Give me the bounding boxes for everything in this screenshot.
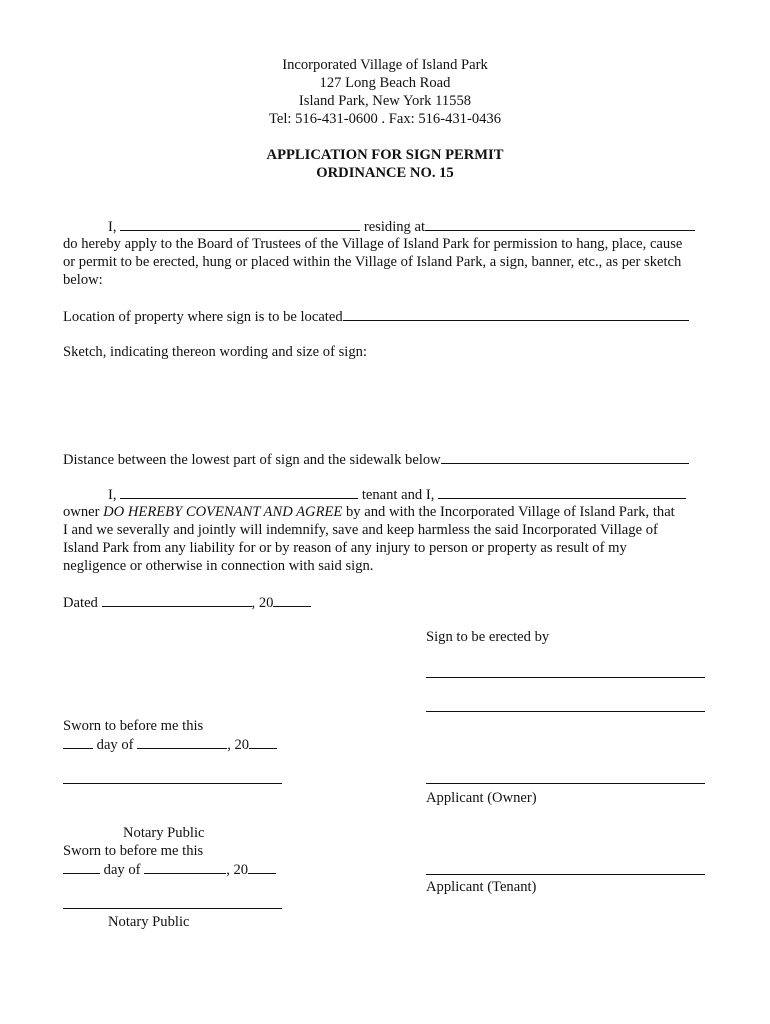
application-text-line-3: or permit to be erected, hung or placed within the Village of Island Park, a sign, banner, etc., as per sketch xyxy=(63,254,682,270)
distance-field[interactable] xyxy=(441,450,689,464)
covenant-i-label: I, xyxy=(108,487,117,503)
sworn-1-month-field[interactable] xyxy=(137,735,227,749)
owner-name-field[interactable] xyxy=(438,485,686,499)
applicant-name-field[interactable] xyxy=(120,217,360,231)
dated-year-prefix: , 20 xyxy=(251,595,274,611)
covenant-text-line-3: I and we severally and jointly will indemnify, save and keep harmless the said Incorporated Village of xyxy=(63,522,658,538)
sworn-1-year-field[interactable] xyxy=(249,735,277,749)
sworn-1-label: Sworn to before me this xyxy=(63,718,204,734)
erected-by-line-2[interactable] xyxy=(426,711,705,712)
distance-row xyxy=(63,450,689,469)
i-label: I, xyxy=(108,219,117,235)
sketch-label: Sketch, indicating thereon wording and size of sign: xyxy=(63,344,367,360)
form-title: APPLICATION FOR SIGN PERMIT xyxy=(266,147,504,163)
tenant-signature-line[interactable] xyxy=(426,874,705,875)
dated-date-field[interactable] xyxy=(102,593,252,607)
owner-signature-line[interactable] xyxy=(426,783,705,784)
notary-2-label: Notary Public xyxy=(108,914,190,930)
dated-year-field[interactable] xyxy=(273,593,311,607)
form-ordinance: ORDINANCE NO. 15 xyxy=(316,165,454,181)
sworn-1-year-prefix: , 20 xyxy=(227,737,250,753)
residing-label: residing at xyxy=(363,219,426,235)
erected-by-line-1[interactable] xyxy=(426,677,705,678)
sworn-2-date-row xyxy=(63,860,276,879)
location-label: Location of property where sign is to be located xyxy=(63,309,343,325)
tenant-name-field[interactable] xyxy=(120,485,358,499)
sketch-area[interactable] xyxy=(63,366,703,446)
application-text-line-4: below: xyxy=(63,272,103,288)
village-address-city: Island Park, New York 11558 xyxy=(298,93,472,109)
residence-address-field[interactable] xyxy=(425,217,695,231)
location-row xyxy=(63,307,689,326)
covenant-text-line-5: negligence or otherwise in connection with said sign. xyxy=(63,558,374,574)
covenant-names-row xyxy=(108,485,686,504)
applicant-tenant-label: Applicant (Tenant) xyxy=(426,879,537,895)
owner-label: owner xyxy=(63,504,100,520)
covenant-line-2-rest: by and with the Incorporated Village of Island Park, that xyxy=(345,504,675,520)
covenant-text-line-2 xyxy=(63,503,675,521)
covenant-emphasis: DO HEREBY COVENANT AND AGREE xyxy=(103,504,343,520)
notary-1-signature-line[interactable] xyxy=(63,783,282,784)
sworn-2-month-field[interactable] xyxy=(144,860,226,874)
sworn-2-year-prefix: , 20 xyxy=(226,862,249,878)
application-text-line-2: do hereby apply to the Board of Trustees of the Village of Island Park for permission to hang, place, cause xyxy=(63,236,683,252)
sworn-2-label: Sworn to before me this xyxy=(63,843,204,859)
tenant-label: tenant and I, xyxy=(361,487,435,503)
applicant-owner-label: Applicant (Owner) xyxy=(426,790,537,806)
sworn-1-date-row xyxy=(63,735,277,754)
village-name: Incorporated Village of Island Park xyxy=(282,57,488,73)
location-field[interactable] xyxy=(343,307,689,321)
sworn-1-day-of: day of xyxy=(96,737,134,753)
village-address-street: 127 Long Beach Road xyxy=(319,75,451,91)
sworn-2-day-field[interactable] xyxy=(63,860,100,874)
applicant-name-row xyxy=(108,217,695,236)
village-contact: Tel: 516-431-0600 . Fax: 516-431-0436 xyxy=(268,111,502,127)
dated-label: Dated xyxy=(63,595,98,611)
erected-by-label: Sign to be erected by xyxy=(426,629,550,645)
distance-label: Distance between the lowest part of sign and the sidewalk below xyxy=(63,452,441,468)
notary-1-label: Notary Public xyxy=(123,825,205,841)
covenant-text-line-4: Island Park from any liability for or by reason of any injury to person or property as result of my xyxy=(63,540,627,556)
sworn-2-day-of: day of xyxy=(103,862,141,878)
notary-2-signature-line[interactable] xyxy=(63,908,282,909)
sworn-2-year-field[interactable] xyxy=(248,860,276,874)
sworn-1-day-field[interactable] xyxy=(63,735,93,749)
dated-row xyxy=(63,593,311,612)
